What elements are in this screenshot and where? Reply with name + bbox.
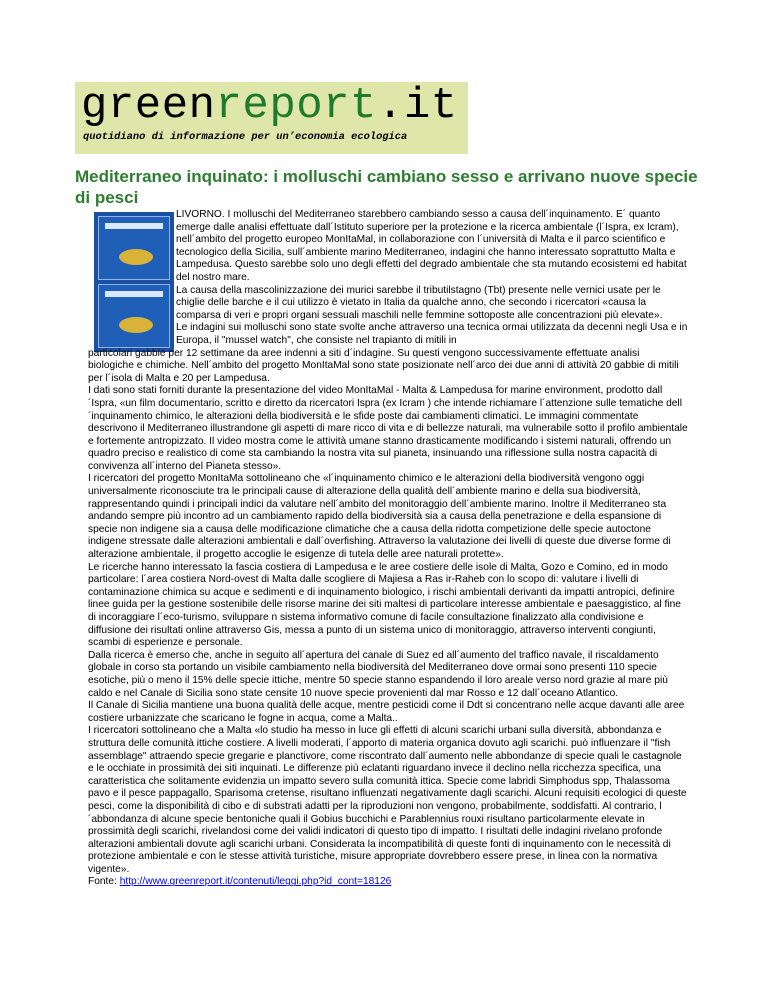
article-paragraph: I ricercatori del progetto MonItaMa sottolineano che «l´inquinamento chimico e le alterazioni della biodiversità vengono oggi universalmente riconosciute tra le principali cause di alterazione della qualità dell´ambiente marino e della sua biodiversità, rappresentando quindi i principali indici da valutare nell´ambito del monitoraggio dell´ambiente marino. Inoltre il Mediterraneo sta andando sempre più incontro ad un cambiamento rapido della biodiversità sia a causa della penetrazione e della espansione di specie non indigene sia a causa delle modificazione climatiche che a causa della ridotta competizione delle specie autoctone indigene stressate dalle alterazioni ambientali e dall´overfishing. Attraverso la valutazione dei livelli di queste due diverse forme di alterazione ambientale, il progetto accoglie le esigenze di tutela delle aree naturali protette». (88, 473, 671, 561)
article-body (88, 209, 688, 889)
article-title: Mediterraneo inquinato: i molluschi cambiano sesso e arrivano nuove specie di pesci (75, 167, 698, 207)
article-paragraph: La causa della mascolinizzazione dei murici sarebbe il tributilstagno (Tbt) presente nelle vernici usate per le chiglie delle barche e il cui utilizzo è vietato in Italia da qualche anno, che secondo i ricercatori «causa la comparsa di veri e propri organi sessuali maschili nelle femmine sottoposte alle concentrazioni più elevate». (176, 284, 663, 321)
article-paragraph: Le ricerche hanno interessato la fascia costiera di Lampedusa e le aree costiere delle isole di Malta, Gozo e Comino, ed in modo particolare: l´area costiera Nord-ovest di Malta dalle scogliere di Majiesa a Ras ir-Raheb con lo scopo di: valutare i livelli di contaminazione chimica su acque e sedimenti e di inquinamento biologico, i rischi ambientali derivanti da impatti antropici, definire linee guida per la gestione sostenibile delle risorse marine dei siti maltesi di particolare interesse ambientale e paesaggistico, al fine di incoraggiare l´eco-turismo, sviluppare n sistema informativo comune di facile consultazione finalizzato alla condivisione e diffusione dei risultati online attraverso Gis, messa a punto di un sistema unico di monitoraggio, attraverso interventi congiunti, scambi di esperienze e personale. (88, 561, 681, 649)
logo-wordmark (81, 82, 458, 130)
article-paragraph: Dalla ricerca è emerso che, anche in seguito all´apertura del canale di Suez ed all´aumento del traffico navale, il riscaldamento globale in corso sta portando un visibile cambiamento nella biodiversità del Mediterraneo dove ormai sono presenti 110 specie esotiche, più o meno il 15% delle specie ittiche, mentre 50 specie stanno espandendo il loro areale verso nord grazie al mare più caldo e nel Canale di Sicilia sono state censite 10 nuove specie provenienti dal mar Rosso e 12 dall´oceano Atlantico. (88, 649, 668, 699)
source-line (88, 876, 688, 889)
article-paragraph: I ricercatori sottolineano che a Malta «lo studio ha messo in luce gli effetti di alcuni scarichi urbani sulla diversità, abbondanza e struttura delle comunità ittiche costiere. A livelli moderati, l´apporto di materia organica dovuto agli scarichi. può influenzare il "fish assemblage" attraendo specie gregarie e planctivore, come riscontrato dall´aumento nelle abbondanze di specie quali le castagnole e le occhiate in prossimità dei siti inquinati. Le differenze più eclatanti riguardano invece il declino nella ricchezza specifica, una caratteristica che solitamente evidenzia un impatto severo sulla comunità ittica. Specie come labridi Simphodus spp, Thalassoma pavo e il pesce pappagallo, Sparisoma cretense, risultano influenzati negativamente dagli scarichi. Alcuni requisiti ecologici di queste pesci, come la disponibilità di cibo e di substrati adatti per la riproduzioni non vengono, probabilmente, soddisfatti. Al contrario, l´abbondanza di alcune specie bentoniche quali il Gobius bucchichi e Parablennius rouxi risultano particolarmente elevate in prossimità degli scarichi, rivelandosi come dei validi indicatori di questo tipo di impatto. I risultati delle indagini rivelano profonde alterazioni ambientali dovute agli scarichi urbani. Considerata la incompatibilità di queste fonti di inquinamento con le necessità di protezione ambientale e con le stesse attività turistiche, misure appropriate dovrebbero essere prese, in linea con la normativa vigente». (88, 725, 687, 875)
greenreport-logo (75, 82, 468, 154)
source-label: Fonte: (88, 876, 120, 888)
logo-report: report (215, 81, 377, 131)
logo-tagline: quotidiano di informazione per un’economia ecologica (83, 131, 408, 143)
article-paragraph: Le indagini sui molluschi sono state svolte anche attraverso una tecnica ormai utilizzata da decenni negli Usa e in Europa, il "mussel watch", che consiste nel trapianto di mitili in (176, 322, 688, 346)
article-paragraph: particolari gabbie per 12 settimane da aree indenni a siti d´indagine. Su questi vengono successivamente effettuate analisi biologiche e chimiche. Nell´ambito del progetto MonItaMal sono state posizionate nell´arco dei due anni di attività 20 gabbie di mitili per l´isola di Malta e 20 per Lampedusa. (88, 347, 679, 384)
article-paragraph: LIVORNO. I molluschi del Mediterraneo starebbero cambiando sesso a causa dell´inquinamento. E´ quanto emerge dalle analisi effettuate dall´Istituto superiore per la protezione e la ricerca ambientale (l´Ispra, ex Icram), nell´ambito del progetto europeo MonItaMal, in collaborazione con l´università di Malta e il parco scientifico e tecnologico della Sicilia, sull´ambiente marino Mediterraneo, indagini che hanno interessato soprattutto Malta e Lampedusa. Questo sarebbe solo uno degli effetti del degrado ambientale che sta mutando ecosistemi ed habitat del nostro mare. (176, 209, 687, 283)
article-paragraph: I dati sono stati forniti durante la presentazione del video MonItaMal - Malta & Lampedusa for marine environment, prodotto dall´Ispra, «un film documentario, scritto e diretto da ricercatori Ispra (ex Icram ) che intende richiamare l´attenzione sulle tematiche dell´inquinamento chimico, le alterazioni della biodiversità e le sfide poste dai cambiamenti climatici. Le immagini commentate descrivono il Mediterraneo illustrandone gli aspetti di mare ricco di vita e di bellezze naturali, ma vulnerabile sotto il profilo ambientale e fortemente antropizzato. Il video mostra come le attività umane stanno drasticamente modificando i sistemi naturali, offrendo un quadro preciso e realistico di come sta cambiando la nostra vita sul pianeta, insinuando una riflessione sulla nostra capacità di convivenza all´interno del Pianeta stesso». (88, 385, 688, 472)
source-link[interactable]: http://www.greenreport.it/contenuti/leggi.php?id_cont=18126 (119, 876, 392, 888)
logo-it: .it (376, 81, 458, 131)
logo-green: green (81, 81, 216, 131)
article-paragraph: Il Canale di Sicilia mantiene una buona qualità delle acque, mentre pesticidi come il Ddt si concentrano nelle acque davanti alle aree costiere urbanizzate che scaricano le fogne in acqua, come a Malta.. (88, 700, 685, 724)
